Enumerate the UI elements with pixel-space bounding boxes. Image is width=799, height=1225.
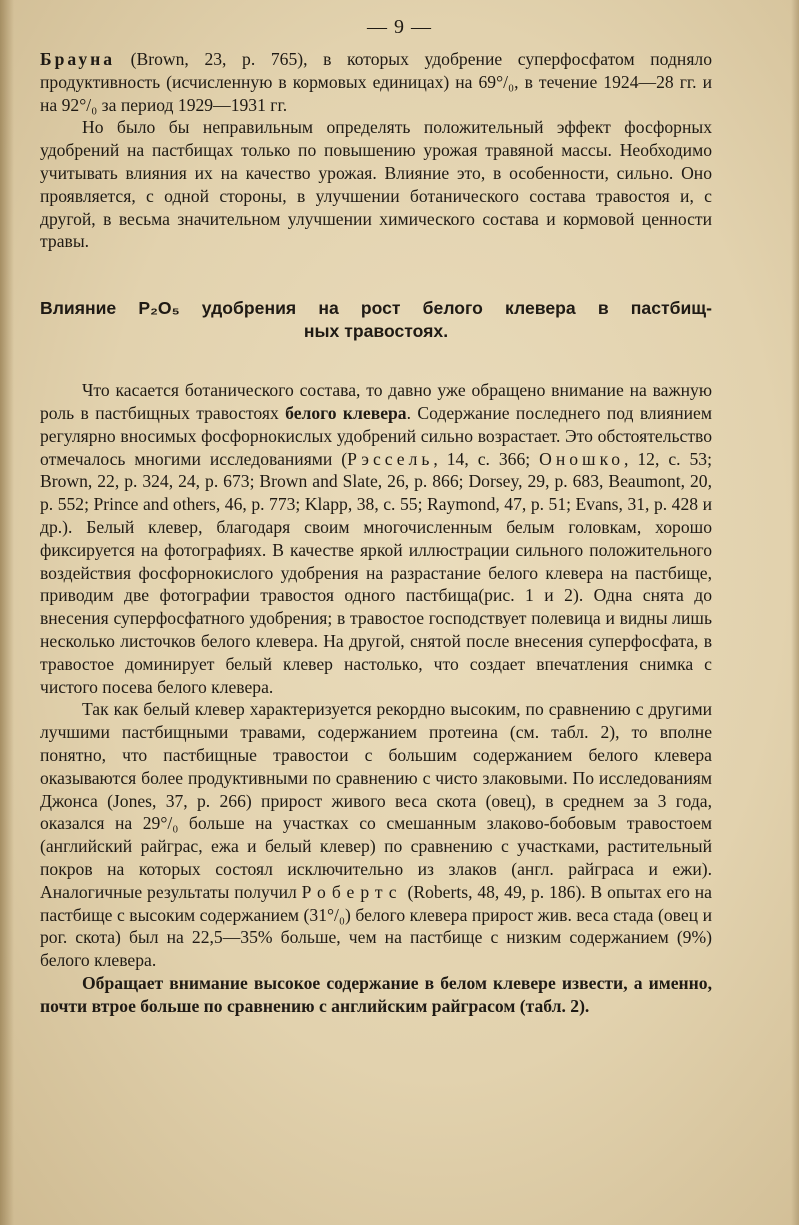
author-name-spaced: Брауна bbox=[40, 49, 116, 69]
author-name-spaced: Рэссель bbox=[347, 448, 434, 469]
page-body bbox=[40, 48, 712, 1017]
author-name-spaced: Оношко bbox=[539, 448, 625, 469]
page-edge-shadow-left bbox=[0, 0, 14, 1225]
section-heading-line-1: Влияние P₂O₅ удобрения на рост белого клевера в пастбищ- bbox=[40, 298, 712, 319]
paragraph-text: . Содержание последнего под влиянием регулярно вносимых фосфорнокислых удобрений сильно возрастает. Это обстоятельство отмечалось многими исследованиями ( bbox=[40, 402, 712, 469]
page-number: — 9 — bbox=[367, 16, 432, 38]
page-edge-shadow-right bbox=[791, 0, 799, 1225]
paragraph: Обращает внимание высокое содержание в белом клевере извести, а именно, почти втрое больше по сравнению с английским райграсом (табл. 2). bbox=[40, 972, 712, 1016]
paragraph-text: , 12, с. 53; Brown, 22, p. 324, 24, p. 673; Brown and Slate, 26, p. 866; Dorsey, 29, p. 683, Beaumont, 20, p. 552; Prince and others, 46, p. 773; Klapp, 38, c. 55; Raymond, 47, p. 51; Evans, 31, p. 428 и др.). Белый клевер, благодаря своим многочисленным белым головкам, хорошо фиксируется на фотографиях. В качестве яркой иллюстрации сильного положительного воздействия фосфорнокислого удобрения на разрастание белого клевера на пастбище, приводим две фотографии травостоя одного пастбища(рис. 1 и 2). Одна снята до внесения суперфосфатного удобрения; в травостое господствует полевица и видны лишь несколько листочков белого клевера. На другой, снятой после внесения суперфосфата, в травостое доминирует белый клевер настолько, что создает впечатления снимка с чистого посева белого клевера. bbox=[40, 448, 712, 697]
paragraph-text: Что касается ботанического состава, то давно уже обращено внимание на важную роль в пастбищных травостоях bbox=[40, 380, 712, 423]
paragraph bbox=[40, 379, 712, 698]
paragraph-text: Так как белый клевер характеризуется рекордно высоким, по сравнению с другими лучшими пастбищными травами, содержанием протеина (см. табл. 2), то вполне понятно, что пастбищные травостои с большим содержанием белого клевера оказываются более продуктивными по сравнению с чисто злаковыми. По исследованиям Джонса (Jones, 37, p. 266) прирост живого веса скота (овец), в среднем за 3 года, оказался на 29°/₀ больше на участках со смешанным злаково-бобовым травостоем (английский райграс, ежа и белый клевер) по сравнению с участками, растительный покров на которых состоял исключительно из злаков (англ. райграса и ежи). Аналогичные результаты получил bbox=[40, 699, 712, 902]
emphasis-bold: белого клевера bbox=[285, 402, 407, 423]
section-heading-line-2: ных травостоях. bbox=[303, 321, 449, 342]
paragraph-text: (Roberts, 48, 49, p. 186). В опытах его на пастбище с высоким содержанием (31°/₀) белого клевера прирост жив. веса стада (овец и рог. скота) был на 22,5—35% больше, чем на пастбище с низким содержанием (9%) белого клевера. bbox=[40, 881, 712, 971]
paragraph bbox=[40, 698, 712, 972]
author-name-spaced: Робертс bbox=[301, 881, 403, 902]
paragraph: Но было бы неправильным определять положительный эффект фосфорных удобрений на пастбищах только по повышению урожая травяной массы. Необходимо учитывать влияния их на качество урожая. Влияние это, в особенности, сильно. Оно проявляется, с одной стороны, в улучшении ботанического состава травостоя и, с другой, в весьма значительном улучшении химического состава и кормовой ценности травы. bbox=[40, 117, 712, 252]
paragraph-text: (Brown, 23, p. 765), в которых удобрение суперфосфатом подняло продуктивность (исчисленную в кормовых единицах) на 69°/₀, в течение 1924—28 гг. и на 92°/₀ за период 1929—1931 гг. bbox=[40, 49, 712, 115]
paragraph-text: , 14, с. 366; bbox=[433, 448, 540, 469]
paragraph-continuation bbox=[40, 48, 712, 116]
section-heading bbox=[40, 297, 712, 343]
